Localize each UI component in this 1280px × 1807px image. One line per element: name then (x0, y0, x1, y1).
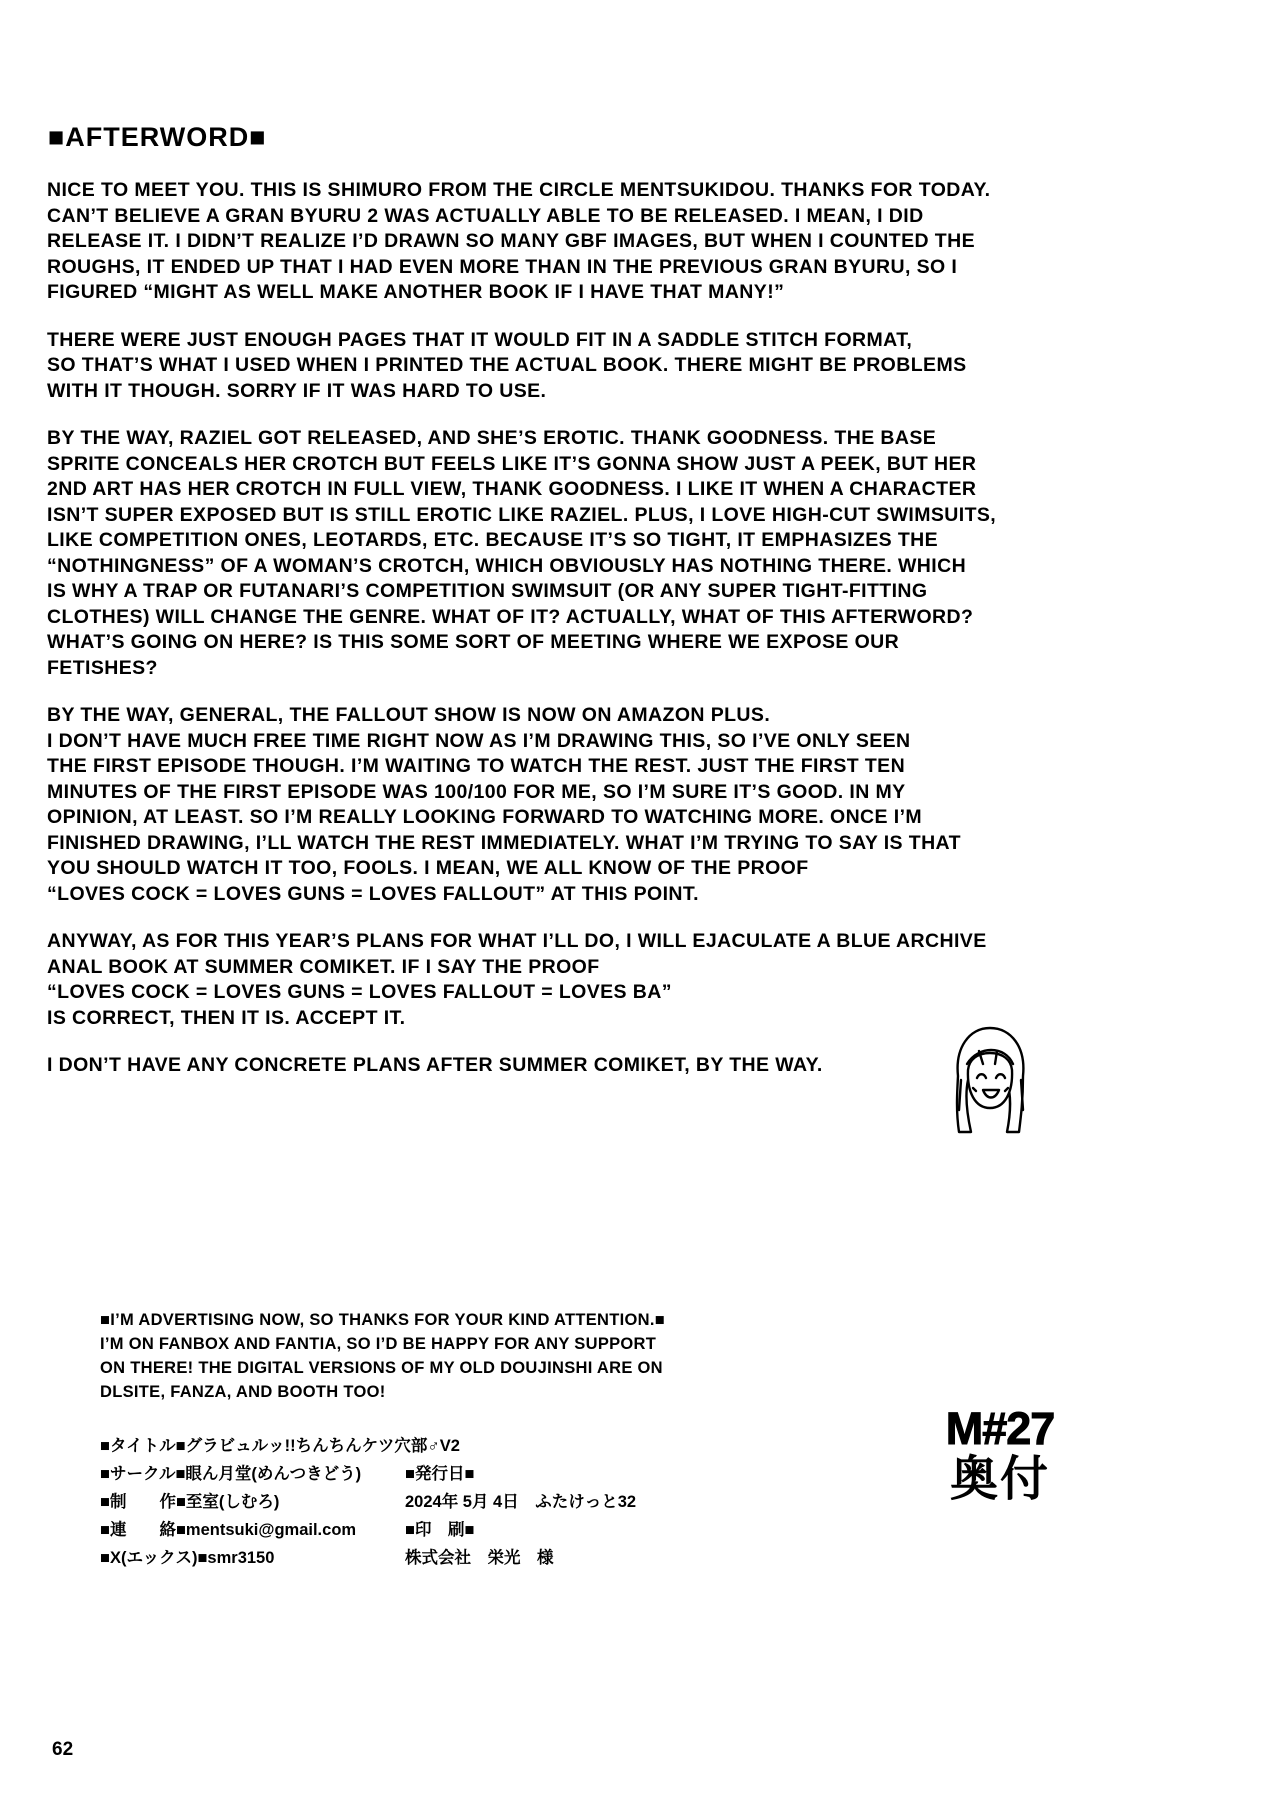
chibi-face-illustration (935, 1020, 1045, 1150)
credit-value: ■印 刷■ (405, 1521, 475, 1539)
credit-value: ■発行日■ (405, 1465, 475, 1483)
credit-value: 株式会社 栄光 様 (405, 1549, 554, 1567)
advertisement-block (100, 1308, 800, 1404)
afterword-body (47, 178, 1107, 1079)
page-number: 62 (52, 1739, 74, 1760)
afterword-paragraph: ANYWAY, AS FOR THIS YEAR’S PLANS FOR WHAT I’LL DO, I WILL EJACULATE A BLUE ARCHIVE ANAL BOOK AT SUMMER COMIKET. IF I SAY THE PROOF “LOVES COCK = LOVES GUNS = LOVES FALLOUT = LOVES BA” IS CORRECT, THEN IT IS. ACCEPT IT. (47, 930, 987, 1029)
advertisement-body: I’M ON FANBOX AND FANTIA, SO I’D BE HAPPY FOR ANY SUPPORT ON THERE! THE DIGITAL VERSIONS OF MY OLD DOUJINSHI ARE ON DLSITE, FANZA, AND BOOTH TOO! (100, 1335, 663, 1401)
stamp-code: M#27 (945, 1403, 1055, 1454)
colophon-stamp (920, 1405, 1080, 1533)
credit-label: ■サークル■眼ん月堂(めんつきどう) (100, 1465, 362, 1483)
credit-row (100, 1488, 860, 1516)
credit-value: 2024年 5月 4日 ふたけっと32 (405, 1493, 637, 1511)
advertisement-heading: ■I’M ADVERTISING NOW, SO THANKS FOR YOUR KIND ATTENTION.■ (100, 1311, 666, 1329)
credit-row (100, 1544, 860, 1572)
credit-row (100, 1516, 860, 1544)
afterword-heading: ■AFTERWORD■ (48, 122, 267, 152)
afterword-paragraph: NICE TO MEET YOU. THIS IS SHIMURO FROM THE CIRCLE MENTSUKIDOU. THANKS FOR TODAY. CAN’T BELIEVE A GRAN BYURU 2 WAS ACTUALLY ABLE TO BE RELEASED. I MEAN, I DID RELEASE IT. I DIDN’T REALIZE I’D DRAWN SO MANY GBF IMAGES, BUT WHEN I COUNTED THE ROUGHS, IT ENDED UP THAT I HAD EVEN MORE THAN IN THE PREVIOUS GRAN BYURU, SO I FIGURED “MIGHT AS WELL MAKE ANOTHER BOOK IF I HAVE THAT MANY!” (47, 179, 991, 303)
afterword-paragraph: THERE WERE JUST ENOUGH PAGES THAT IT WOULD FIT IN A SADDLE STITCH FORMAT, SO THAT’S WHAT I USED WHEN I PRINTED THE ACTUAL BOOK. THERE MIGHT BE PROBLEMS WITH IT THOUGH. SORRY IF IT WAS HARD TO USE. (47, 328, 967, 402)
afterword-paragraph: BY THE WAY, GENERAL, THE FALLOUT SHOW IS NOW ON AMAZON PLUS. I DON’T HAVE MUCH FREE TIME RIGHT NOW AS I’M DRAWING THIS, SO I’VE ONLY SEEN THE FIRST EPISODE THOUGH. I’M WAITING TO WATCH THE REST. JUST THE FIRST TEN MINUTES OF THE FIRST EPISODE WAS 100/100 FOR ME, SO I’M SURE IT’S GOOD. IN MY OPINION, AT LEAST. SO I’M REALLY LOOKING FORWARD TO WATCHING MORE. ONCE I’M FINISHED DRAWING, I’LL WATCH THE REST IMMEDIATELY. WHAT I’M TRYING TO SAY IS THAT YOU SHOULD WATCH IT TOO, FOOLS. I MEAN, WE ALL KNOW OF THE PROOF “LOVES COCK = LOVES GUNS = LOVES FALLOUT” AT THIS POINT. (47, 704, 961, 905)
credit-row (100, 1432, 860, 1460)
colophon-credits (100, 1432, 860, 1572)
credit-label: ■連 絡■mentsuki@gmail.com (100, 1521, 357, 1539)
afterword-paragraph: BY THE WAY, RAZIEL GOT RELEASED, AND SHE’S EROTIC. THANK GOODNESS. THE BASE SPRITE CONCEALS HER CROTCH BUT FEELS LIKE IT’S GONNA SHOW JUST A PEEK, BUT HER 2ND ART HAS HER CROTCH IN FULL VIEW, THANK GOODNESS. I LIKE IT WHEN A CHARACTER ISN’T SUPER EXPOSED BUT IS STILL EROTIC LIKE RAZIEL. PLUS, I LOVE HIGH-CUT SWIMSUITS, LIKE COMPETITION ONES, LEOTARDS, ETC. BECAUSE IT’S SO TIGHT, IT EMPHASIZES THE “NOTHINGNESS” OF A WOMAN’S CROTCH, WHICH OBVIOUSLY HAS NOTHING THERE. WHICH IS WHY A TRAP OR FUTANARI’S COMPETITION SWIMSUIT (OR ANY SUPER TIGHT-FITTING CLOTHES) WILL CHANGE THE GENRE. WHAT OF IT? ACTUALLY, WHAT OF THIS AFTERWORD? WHAT’S GOING ON HERE? IS THIS SOME SORT OF MEETING WHERE WE EXPOSE OUR FETISHES? (47, 427, 997, 679)
credit-label: ■制 作■至室(しむろ) (100, 1493, 280, 1511)
credit-row (100, 1460, 860, 1488)
credit-label: ■タイトル■グラビュルッ!!ちんちんケツ穴部♂V2 (100, 1437, 460, 1455)
credit-label: ■X(エックス)■smr3150 (100, 1549, 275, 1567)
stamp-kanji: 奥付 (949, 1453, 1050, 1506)
afterword-paragraph: I DON’T HAVE ANY CONCRETE PLANS AFTER SUMMER COMIKET, BY THE WAY. (47, 1054, 823, 1076)
